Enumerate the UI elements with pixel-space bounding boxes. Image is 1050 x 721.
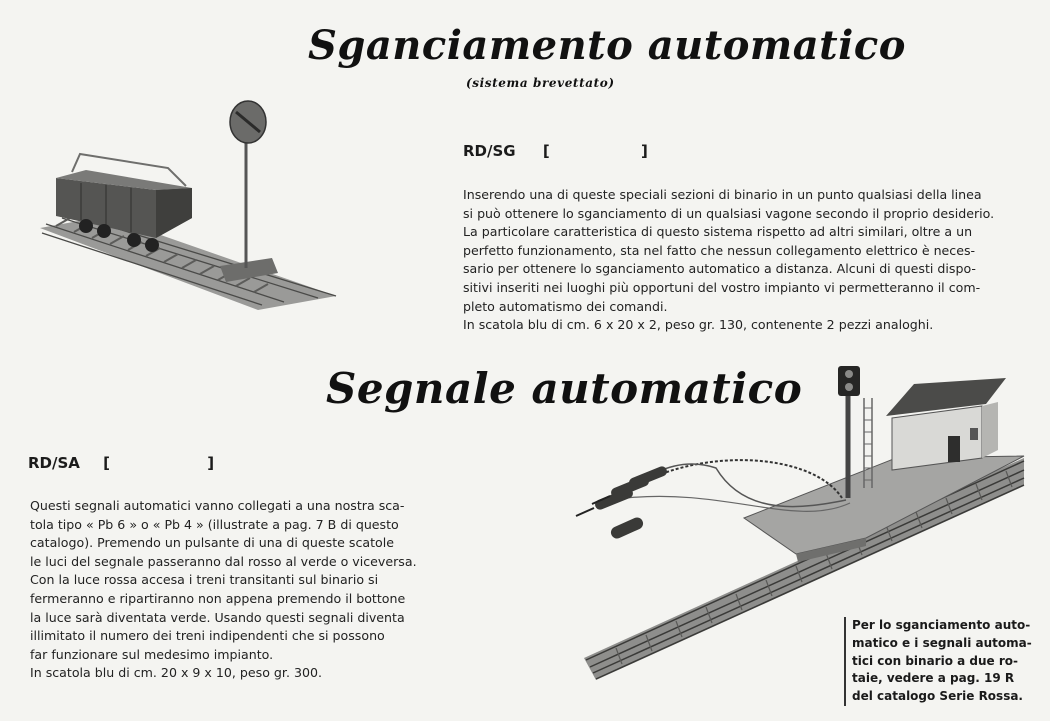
- note-line: Per lo sganciamento auto-: [852, 618, 1031, 632]
- description-line: fermeranno e ripartiranno non appena premendo il bottone: [30, 590, 406, 606]
- uncoupling-track-illustration: [36, 98, 376, 313]
- description-line: catalogo). Premendo un pulsante di una di queste scatole: [30, 535, 394, 551]
- price-bracket-open: [: [103, 454, 110, 472]
- description-line: si può ottenere lo sganciamento di un qualsiasi vagone secondo il proprio desiderio.: [463, 205, 995, 221]
- note-line: matico e i segnali automa-: [852, 635, 1032, 650]
- page-title-sganciamento: Sganciamento automatico: [308, 22, 906, 69]
- cross-reference-note: [844, 617, 1038, 706]
- description-line: In scatola blu di cm. 20 x 9 x 10, peso gr. 300.: [30, 665, 322, 681]
- description-line: Inserendo una di queste speciali sezioni di binario in un punto qualsiasi della linea: [463, 187, 982, 202]
- section-title-segnale: Segnale automatico: [326, 364, 803, 413]
- description-line: far funzionare sul medesimo impianto.: [30, 646, 274, 662]
- description-line: pleto automatismo dei comandi.: [463, 298, 668, 314]
- product-code-sa: [28, 454, 214, 472]
- description-line: tola tipo « Pb 6 » o « Pb 4 » (illustrate a pag. 7 B di questo: [30, 516, 399, 532]
- description-line: La particolare caratteristica di questo sistema rispetto ad altri similari, oltre a un: [463, 224, 973, 240]
- description-line: la luce sarà diventata verde. Usando questi segnali diventa: [30, 609, 405, 625]
- product-description-sa: [30, 497, 445, 683]
- description-line: perfetto funzionamento, sta nel fatto che nessun collegamento elettrico è neces-: [463, 242, 976, 258]
- product-code-label: RD/SG: [463, 142, 516, 160]
- price-bracket-close: ]: [640, 142, 648, 160]
- product-code-label: RD/SA: [28, 454, 80, 472]
- price-bracket-open: [: [542, 142, 550, 160]
- note-line: del catalogo Serie Rossa.: [852, 689, 1023, 704]
- description-line: le luci del segnale passeranno dal rosso al verde o viceversa.: [30, 553, 417, 569]
- product-description-sg: [463, 186, 1038, 335]
- description-line: Questi segnali automatici vanno collegati a una nostra sca-: [30, 498, 405, 513]
- description-line: Con la luce rossa accesa i treni transitanti sul binario si: [30, 572, 379, 588]
- description-line: illimitato il numero dei treni indipendenti che si possono: [30, 628, 385, 644]
- description-line: In scatola blu di cm. 6 x 20 x 2, peso gr. 130, contenente 2 pezzi analoghi.: [463, 317, 934, 333]
- product-code-sg: [463, 142, 648, 160]
- note-line: taie, vedere a pag. 19 R: [852, 671, 1015, 686]
- note-line: tici con binario a due ro-: [852, 653, 1018, 668]
- description-line: sitivi inseriti nei luoghi più opportuni del vostro impianto vi permetteranno il com-: [463, 279, 981, 295]
- price-bracket-close: ]: [207, 454, 215, 472]
- subtitle-patent: (sistema brevettato): [466, 76, 615, 90]
- description-line: sario per ottenere lo sganciamento automatico a distanza. Alcuni di questi dispo-: [463, 261, 976, 277]
